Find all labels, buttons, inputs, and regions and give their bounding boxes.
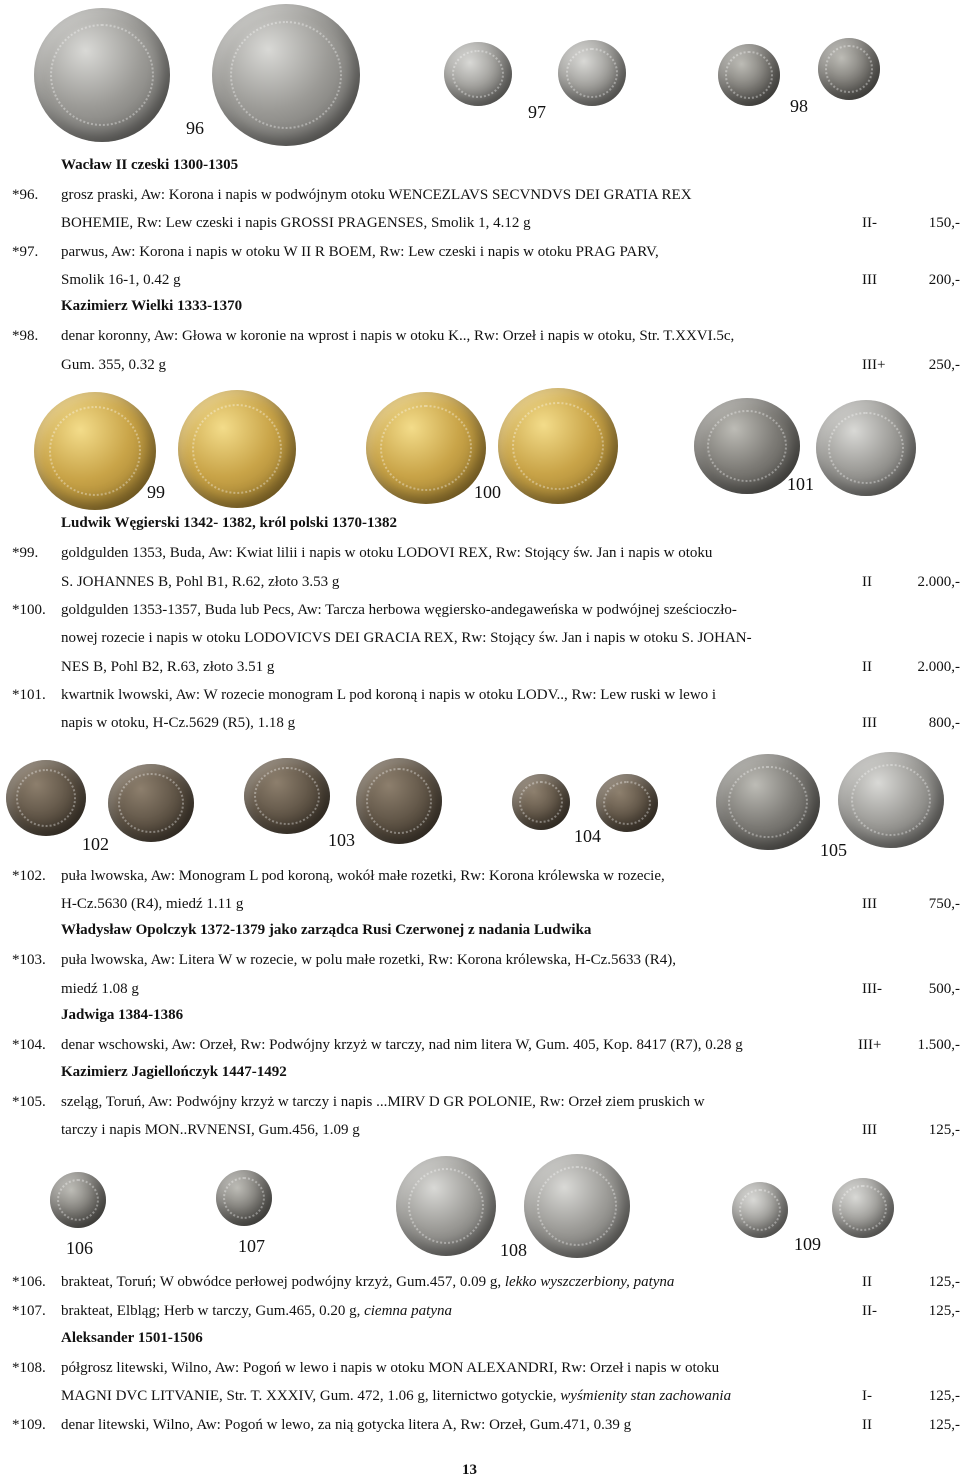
coin-97-label: 97	[528, 102, 546, 123]
ruler-heading-wladyslaw-opolczyk: Władysław Opolczyk 1372-1379 jako zarządca Rusi Czerwonej z nadania Ludwika	[61, 922, 591, 939]
lot-102-desc-2: H-Cz.5630 (R4), miedź 1.11 g	[61, 895, 243, 913]
coin-96-obverse-image	[34, 8, 170, 142]
lot-104-grade: III+	[858, 1036, 881, 1054]
lot-107-number: *107.	[12, 1302, 46, 1320]
lot-97-number: *97.	[12, 243, 38, 261]
lot-97-desc-1: parwus, Aw: Korona i napis w otoku W II R BOEM, Rw: Lew czeski i napis w otoku PRAG PARV,	[61, 243, 659, 261]
lot-100-desc-2: nowej rozecie i napis w otoku LODOVICVS DEI GRACIA REX, Rw: Stojący św. Jan i napis w otoku S. JOHAN-	[61, 629, 752, 647]
lot-96-price: 150,-	[929, 214, 960, 232]
lot-103-grade: III-	[862, 980, 882, 998]
lot-105-grade: III	[862, 1121, 877, 1139]
lot-106-grade: II	[862, 1273, 872, 1291]
lot-105-number: *105.	[12, 1093, 46, 1111]
coin-98-obverse-image	[718, 44, 780, 106]
lot-100-price: 2.000,-	[918, 658, 960, 676]
lot-107-desc-italic: ciemna patyna	[364, 1303, 452, 1319]
coin-102-obverse-image	[6, 760, 86, 836]
lot-102-grade: III	[862, 895, 877, 913]
lot-109-desc-1: denar litewski, Wilno, Aw: Pogoń w lewo, za nią gotycka litera A, Rw: Orzeł, Gum.471, 0.39 g	[61, 1416, 631, 1434]
coin-104-label: 104	[574, 826, 601, 847]
ruler-heading-aleksander: Aleksander 1501-1506	[61, 1330, 203, 1347]
lot-99-number: *99.	[12, 544, 38, 562]
coin-99-label: 99	[147, 482, 165, 503]
coin-98-reverse-image	[818, 38, 880, 100]
lot-96-grade: II-	[862, 214, 877, 232]
coin-104-reverse-image	[596, 774, 658, 832]
coin-100-reverse-image	[498, 388, 618, 504]
lot-99-desc-1: goldgulden 1353, Buda, Aw: Kwiat lilii i napis w otoku LODOVI REX, Rw: Stojący św. Jan i napis w otoku	[61, 544, 712, 562]
lot-108-number: *108.	[12, 1359, 46, 1377]
lot-104-price: 1.500,-	[918, 1036, 960, 1054]
coin-102-label: 102	[82, 834, 109, 855]
lot-96-desc-1: grosz praski, Aw: Korona i napis w podwójnym otoku WENCEZLAVS SECVNDVS DEI GRATIA REX	[61, 186, 692, 204]
page-number: 13	[462, 1462, 477, 1479]
lot-98-desc-1: denar koronny, Aw: Głowa w koronie na wprost i napis w otoku K.., Rw: Orzeł i napis w otoku, Str. T.XXVI.5c,	[61, 327, 734, 345]
coin-106-label: 106	[66, 1238, 93, 1259]
coin-109-obverse-image	[732, 1182, 788, 1238]
lot-108-desc-italic: wyśmienity stan zachowania	[560, 1388, 731, 1404]
coin-108-obverse-image	[396, 1156, 496, 1256]
lot-106-price: 125,-	[929, 1273, 960, 1291]
coin-109-label: 109	[794, 1234, 821, 1255]
lot-105-desc-1: szeląg, Toruń, Aw: Podwójny krzyż w tarczy i napis ...MIRV D GR POLONIE, Rw: Orzeł ziem pruskich w	[61, 1093, 705, 1111]
coin-97-obverse-image	[444, 42, 512, 106]
lot-101-grade: III	[862, 714, 877, 732]
coin-99-obverse-image	[34, 392, 156, 510]
lot-102-desc-1: puła lwowska, Aw: Monogram L pod koroną, wokół małe rozetki, Rw: Korona królewska w rozecie,	[61, 867, 665, 885]
coin-99-reverse-image	[178, 390, 296, 508]
lot-108-desc-2: MAGNI DVC LITVANIE, Str. T. XXXIV, Gum. 472, 1.06 g, liternictwo gotyckie,	[61, 1388, 560, 1404]
lot-102-price: 750,-	[929, 895, 960, 913]
lot-103-price: 500,-	[929, 980, 960, 998]
lot-98-grade: III+	[862, 356, 885, 374]
lot-103-desc-2: miedź 1.08 g	[61, 980, 139, 998]
coin-107-image	[216, 1170, 272, 1226]
coin-96-reverse-image	[212, 4, 360, 146]
lot-106-number: *106.	[12, 1273, 46, 1291]
lot-99-grade: II	[862, 573, 872, 591]
coin-105-reverse-image	[838, 752, 944, 848]
coin-103-obverse-image	[244, 758, 330, 834]
lot-105-desc-2: tarczy i napis MON..RVNENSI, Gum.456, 1.09 g	[61, 1121, 360, 1139]
coin-108-label: 108	[500, 1240, 527, 1261]
ruler-heading-jadwiga: Jadwiga 1384-1386	[61, 1007, 183, 1024]
ruler-heading-waclaw: Wacław II czeski 1300-1305	[61, 157, 238, 174]
coin-108-reverse-image	[524, 1154, 630, 1258]
lot-100-grade: II	[862, 658, 872, 676]
lot-100-number: *100.	[12, 601, 46, 619]
lot-109-grade: II	[862, 1416, 872, 1434]
coin-100-obverse-image	[366, 392, 486, 504]
lot-101-desc-2: napis w otoku, H-Cz.5629 (R5), 1.18 g	[61, 714, 295, 732]
coin-101-reverse-image	[816, 400, 916, 496]
lot-108-desc-2-wrap	[61, 1387, 731, 1405]
lot-97-desc-2: Smolik 16-1, 0.42 g	[61, 271, 181, 289]
coin-100-label: 100	[474, 482, 501, 503]
coin-101-label: 101	[787, 474, 814, 495]
coin-105-label: 105	[820, 840, 847, 861]
lot-103-number: *103.	[12, 951, 46, 969]
lot-109-price: 125,-	[929, 1416, 960, 1434]
coin-102-reverse-image	[108, 764, 194, 842]
lot-109-number: *109.	[12, 1416, 46, 1434]
coin-98-label: 98	[790, 96, 808, 117]
lot-97-grade: III	[862, 271, 877, 289]
lot-98-number: *98.	[12, 327, 38, 345]
lot-104-number: *104.	[12, 1036, 46, 1054]
lot-104-desc-1: denar wschowski, Aw: Orzeł, Rw: Podwójny krzyż w tarczy, nad nim litera W, Gum. 405, Kop. 8417 (R7), 0.28 g	[61, 1036, 743, 1054]
lot-96-number: *96.	[12, 186, 38, 204]
coin-107-label: 107	[238, 1236, 265, 1257]
lot-100-desc-3: NES B, Pohl B2, R.63, złoto 3.51 g	[61, 658, 274, 676]
lot-106-desc-italic: lekko wyszczerbiony, patyna	[505, 1274, 675, 1290]
lot-105-price: 125,-	[929, 1121, 960, 1139]
lot-96-desc-2: BOHEMIE, Rw: Lew czeski i napis GROSSI PRAGENSES, Smolik 1, 4.12 g	[61, 214, 531, 232]
lot-101-price: 800,-	[929, 714, 960, 732]
lot-101-desc-1: kwartnik lwowski, Aw: W rozecie monogram L pod koroną i napis w otoku LODV.., Rw: Lew ruski w lewo i	[61, 686, 716, 704]
lot-101-number: *101.	[12, 686, 46, 704]
coin-109-reverse-image	[832, 1178, 894, 1238]
ruler-heading-kazimierz-jagiellonczyk: Kazimierz Jagiellończyk 1447-1492	[61, 1064, 287, 1081]
lot-97-price: 200,-	[929, 271, 960, 289]
lot-107-price: 125,-	[929, 1302, 960, 1320]
lot-98-price: 250,-	[929, 356, 960, 374]
lot-99-price: 2.000,-	[918, 573, 960, 591]
lot-100-desc-1: goldgulden 1353-1357, Buda lub Pecs, Aw: Tarcza herbowa węgiersko-andegaweńska w podwójnej sześcioczło-	[61, 601, 737, 619]
lot-98-desc-2: Gum. 355, 0.32 g	[61, 356, 166, 374]
lot-106-desc-1: brakteat, Toruń; W obwódce perłowej podwójny krzyż, Gum.457, 0.09 g,	[61, 1274, 505, 1290]
coin-105-obverse-image	[716, 754, 820, 850]
ruler-heading-kazimierz-wielki: Kazimierz Wielki 1333-1370	[61, 298, 242, 315]
lot-108-grade: I-	[862, 1387, 872, 1405]
lot-103-desc-1: puła lwowska, Aw: Litera W w rozecie, w polu małe rozetki, Rw: Korona królewska, H-Cz.5633 (R4),	[61, 951, 676, 969]
lot-108-price: 125,-	[929, 1387, 960, 1405]
coin-103-label: 103	[328, 830, 355, 851]
lot-102-number: *102.	[12, 867, 46, 885]
lot-108-desc-1: półgrosz litewski, Wilno, Aw: Pogoń w lewo i napis w otoku MON ALEXANDRI, Rw: Orzeł i napis w otoku	[61, 1359, 719, 1377]
lot-107-desc-1: brakteat, Elbląg; Herb w tarczy, Gum.465, 0.20 g,	[61, 1303, 364, 1319]
coin-96-label: 96	[186, 118, 204, 139]
lot-106-desc	[61, 1273, 674, 1291]
coin-97-reverse-image	[558, 40, 626, 106]
ruler-heading-ludwik: Ludwik Węgierski 1342- 1382, król polski 1370-1382	[61, 515, 397, 532]
lot-107-desc	[61, 1302, 452, 1320]
lot-107-grade: II-	[862, 1302, 877, 1320]
coin-104-obverse-image	[512, 774, 570, 830]
lot-99-desc-2: S. JOHANNES B, Pohl B1, R.62, złoto 3.53 g	[61, 573, 339, 591]
coin-106-image	[50, 1172, 106, 1228]
coin-101-obverse-image	[694, 398, 800, 494]
coin-103-reverse-image	[356, 758, 442, 844]
